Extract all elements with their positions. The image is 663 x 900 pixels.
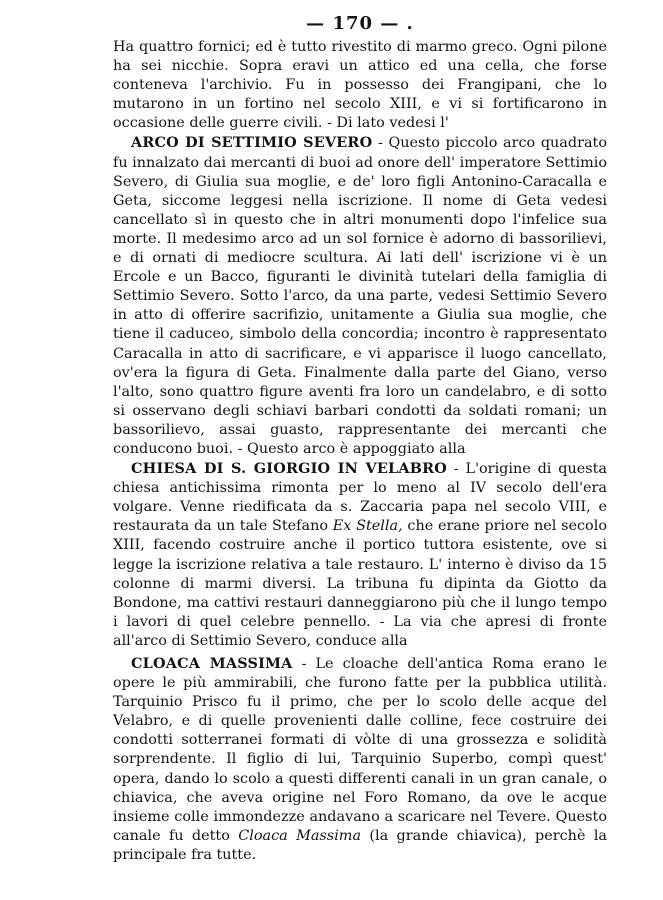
- paragraph-text: (la grande chiavica), perchè la principale fra tutte.: [113, 827, 608, 863]
- section-heading: CLOACA MASSIMA: [131, 655, 293, 672]
- paragraph: [113, 133, 607, 459]
- paragraph-text: Ha quattro fornici; ed è tutto rivestito di marmo greco. Ogni pilone ha sei nicchie. Sopra eravi un attico ed una cella, che forse conteneva l'archivio. Fu in possesso dei Frangipani, che lo mutarono in un fortino nel secolo XIII, e vi si fortificarono in occasione delle guerre civili. - Di lato vedesi l': [113, 39, 607, 132]
- paragraph: [113, 38, 607, 133]
- paragraph-text: - Le cloache dell'antica Roma erano le opere le più ammirabili, che furono fatte per la pubblica utilità. Tarquinio Prisco fu il primo, che per lo scolo delle acque del Velabro, e di quelle provenienti dalle colline, fece costruire dei condotti sotterranei formati di vòlte di una grossezza e solidità sorprendente. Il figlio di lui, Tarquinio Superbo, compì quest' opera, dando lo scolo a questi differenti canali in un gran canale, o chiavica, che aveva origine nel Foro Romano, da ove le acque insieme colle immondezze andavano a scaricare nel Tevere. Questo canale fu detto: [113, 656, 608, 844]
- section-heading: CHIESA DI S. GIORGIO IN VELABRO: [131, 460, 447, 478]
- paragraph-text: che erane priore nel secolo XIII, facendo costruire anche il portico tuttora esistente, ove si legge la iscrizione relativa a tale restauro. L' interno è diviso da 15 colonne di marmi diversi. La tribuna fu dipinta da Giotto da Bondone, ma cattivi restauri danneggiarono più che il lungo tempo i lavori di quel celebre pennello. - La via che apresi di fronte all'arco di Settimio Severo, conduce alla: [113, 518, 607, 649]
- italic-text: Ex Stella,: [332, 518, 403, 535]
- paragraph: [113, 654, 607, 865]
- paragraph: [113, 459, 607, 651]
- italic-text: Cloaca Massima: [238, 827, 362, 844]
- page-header: — 170 — .: [306, 13, 414, 34]
- paragraph-text: - L'origine di questa chiesa antichissima rimonta per lo meno al IV secolo dell'era volgare. Venne riedificata da s. Zaccaria papa nel secolo VIII, e restaurata da un tale Stefano: [113, 461, 607, 535]
- section-heading: ARCO DI SETTIMIO SEVERO: [131, 134, 373, 152]
- paragraph-text: - Questo piccolo arco quadrato fu innalzato dai mercanti di buoi ad onore dell' imperatore Settimio Severo, di Giulia sua moglie, e de' loro figli Antonino-Caracalla e Geta, siccome leggesi nella iscrizione. Il nome di Geta vedesi cancellato sì in questo che in altri monumenti dopo l'infelice sua morte. Il medesimo arco ad un sol fornice è adorno di bassorilievi, e di ornati di mediocre scultura. Ai lati dell' iscrizione vi è un Ercole e un Bacco, figuranti le divinità tutelari della famiglia di Settimio Severo. Sotto l'arco, da una parte, vedesi Settimio Severo in atto di offerire sacrifizio, unitamente a Giulia sua moglie, che tiene il caduceo, simbolo della concordia; incontro è rappresentato Caracalla in atto di sacrificare, e vi apparisce il luogo cancellato, ov'era la figura di Geta. Finalmente dalla parte del Giano, verso l'alto, sono quattro figure aventi fra loro un candelabro, e di sotto si osservano degli schiavi barbari condotti da soldati romani; un bassorilievo, assai guasto, rappresentante dei mercanti che conducono buoi. - Questo arco è appoggiato alla: [113, 135, 608, 457]
